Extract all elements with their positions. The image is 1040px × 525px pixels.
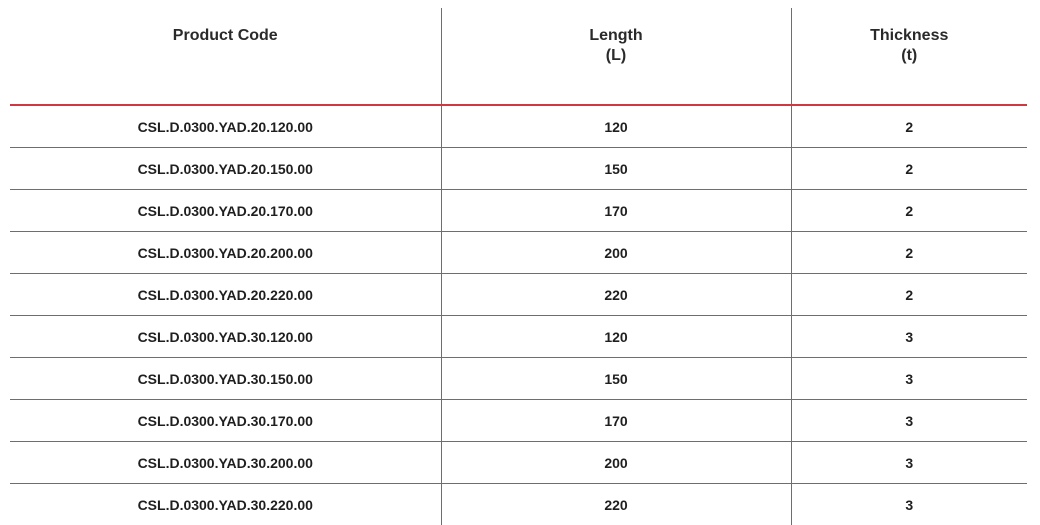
header-thickness-unit: (t)	[792, 46, 1028, 66]
cell-thickness: 2	[791, 274, 1027, 316]
cell-length: 170	[441, 190, 791, 232]
header-thickness	[791, 8, 1027, 105]
cell-product-code: CSL.D.0300.YAD.20.220.00	[10, 274, 441, 316]
cell-product-code: CSL.D.0300.YAD.20.200.00	[10, 232, 441, 274]
cell-product-code: CSL.D.0300.YAD.30.150.00	[10, 358, 441, 400]
table-row	[10, 148, 1027, 190]
cell-length: 200	[441, 232, 791, 274]
cell-length: 170	[441, 400, 791, 442]
cell-length: 150	[441, 358, 791, 400]
header-thickness-label: Thickness	[792, 26, 1028, 46]
table-row	[10, 442, 1027, 484]
header-length	[441, 8, 791, 105]
table-row	[10, 484, 1027, 525]
cell-thickness: 3	[791, 400, 1027, 442]
cell-length: 200	[441, 442, 791, 484]
table-row	[10, 105, 1027, 148]
table-row	[10, 190, 1027, 232]
header-row	[10, 8, 1027, 105]
cell-product-code: CSL.D.0300.YAD.30.200.00	[10, 442, 441, 484]
table-row	[10, 232, 1027, 274]
cell-thickness: 2	[791, 148, 1027, 190]
table-row	[10, 358, 1027, 400]
cell-length: 120	[441, 105, 791, 148]
product-table-container	[10, 8, 1027, 525]
cell-thickness: 3	[791, 484, 1027, 525]
cell-product-code: CSL.D.0300.YAD.20.120.00	[10, 105, 441, 148]
cell-length: 220	[441, 274, 791, 316]
cell-length: 220	[441, 484, 791, 525]
cell-length: 120	[441, 316, 791, 358]
cell-thickness: 3	[791, 358, 1027, 400]
cell-thickness: 2	[791, 105, 1027, 148]
table-header	[10, 8, 1027, 105]
header-product-code	[10, 8, 441, 105]
cell-thickness: 3	[791, 316, 1027, 358]
table-row	[10, 274, 1027, 316]
cell-thickness: 2	[791, 190, 1027, 232]
cell-product-code: CSL.D.0300.YAD.30.170.00	[10, 400, 441, 442]
table-body	[10, 105, 1027, 525]
cell-thickness: 2	[791, 232, 1027, 274]
cell-length: 150	[441, 148, 791, 190]
cell-product-code: CSL.D.0300.YAD.30.220.00	[10, 484, 441, 525]
table-row	[10, 400, 1027, 442]
table-row	[10, 316, 1027, 358]
cell-thickness: 3	[791, 442, 1027, 484]
header-product-code-label: Product Code	[10, 26, 441, 46]
header-length-label: Length	[442, 26, 791, 46]
header-length-unit: (L)	[442, 46, 791, 66]
cell-product-code: CSL.D.0300.YAD.20.150.00	[10, 148, 441, 190]
product-table	[10, 8, 1027, 525]
cell-product-code: CSL.D.0300.YAD.30.120.00	[10, 316, 441, 358]
cell-product-code: CSL.D.0300.YAD.20.170.00	[10, 190, 441, 232]
